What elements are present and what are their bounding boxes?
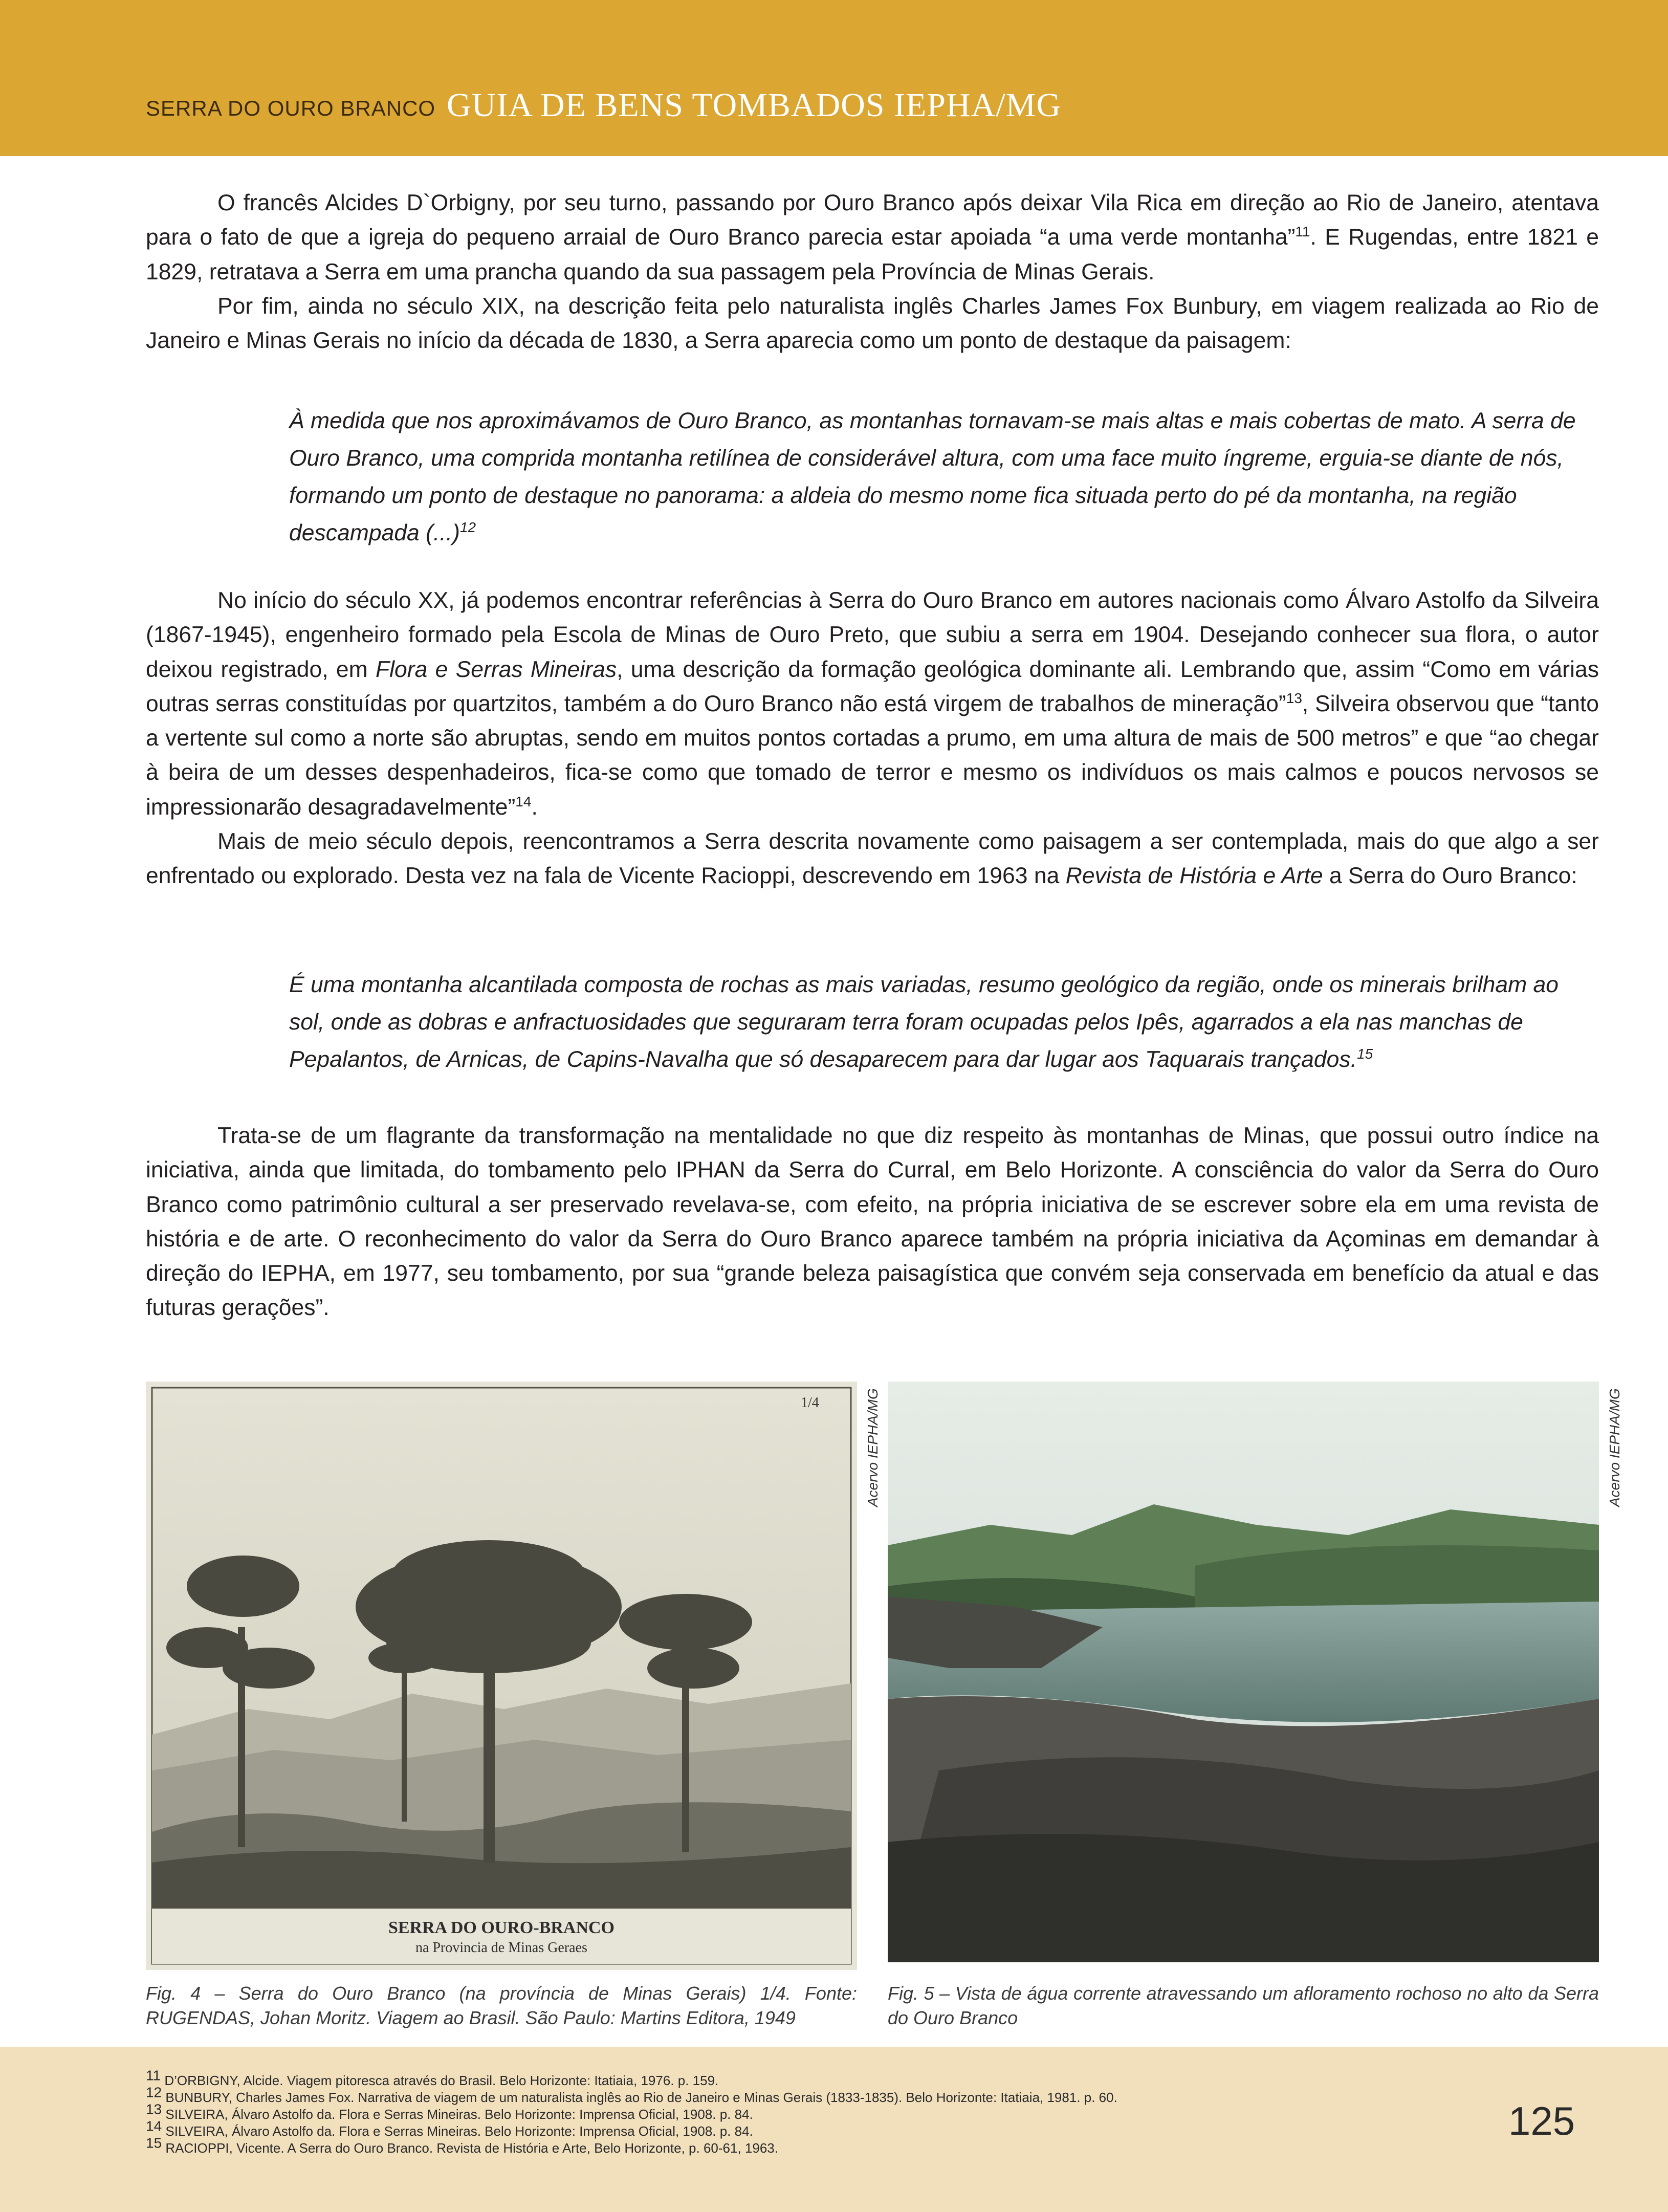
footnote-ref-15: 15 — [1357, 1046, 1373, 1062]
figure-4-credit: Acervo IEPHA/MG — [865, 1388, 881, 1507]
footnotes — [146, 2067, 1425, 2157]
paragraph-silveira: No início do século XX, já podemos encontrar referências à Serra do Ouro Branco em autores nacionais como Álvaro Astolfo da Silveira (1867-1945), engenheiro formado pela Escola de Minas de Ouro Preto, que subiu a serra em 1904. Desejando conhecer sua flora, o autor deixou registrado, em Flora e Serras Mineiras, uma descrição da formação geológica dominante ali. Lembrando que, assim “Como em várias outras serras constituídas por quartzitos, também a do Ouro Branco não está virgem de trabalhos de mineração”$^{13}$, Silveira observou que “tanto a vertente sul como a norte são abruptas, sendo em muitos pontos cortadas a prumo, em uma altura de mais de 500 metros” e que “ao chegar à beira de um desses despenhadeiros, fica-se como que tomado de terror e mesmo os indivíduos os mais calmos e poucos nervosos se impressionarão desagradavelmente”$^{14}$. — [146, 588, 1599, 820]
figure-4-caption: Fig. 4 – Serra do Ouro Branco (na província de Minas Gerais) 1/4. Fonte: RUGENDAS, Johan Moritz. Viagem ao Brasil. São Paulo: Martins Editora, 1949 — [146, 1983, 857, 2028]
paragraph-orbigny: O francês Alcides D`Orbigny, por seu turno, passando por Ouro Branco após deixar Vila Rica em direção ao Rio de Janeiro, atentava para o fato de que a igreja do pequeno arraial de Ouro Branco parecia estar apoiada “a uma verde montanha”$^{11}$. E Rugendas, entre 1821 e 1829, retratava a Serra em uma prancha quando da sua passagem pela Província de Minas Gerais. — [146, 190, 1599, 284]
footnote-ref-12: 12 — [459, 519, 476, 536]
footnote-12: $^{12}$ BUNBURY, Charles James Fox. Narrativa de viagem de um naturalista inglês ao Rio de Janeiro e Minas Gerais (1833-1835). Belo Horizonte: Itatiaia, 1981. p. 60. — [146, 2084, 1117, 2105]
guide-title: GUIA DE BENS TOMBADOS IEPHA/MG — [447, 86, 1062, 124]
paragraph-racioppi: Mais de meio século depois, reencontramos a Serra descrita novamente como paisagem a ser contemplada, mais do que algo a ser enfrentado ou explorado. Desta vez na fala de Vicente Racioppi, descrevendo em 1963 na Revista de História e Arte a Serra do Ouro Branco: — [146, 829, 1599, 889]
footnote-ref-14: 14 — [515, 793, 532, 809]
body-block-3 — [146, 1119, 1599, 1325]
paragraph-bunbury: Por fim, ainda no século XIX, na descrição feita pelo naturalista inglês Charles James Fox Bunbury, em viagem realizada ao Rio de Janeiro e Minas Gerais no início da década de 1830, a Serra aparecia como um ponto de destaque da paisagem: — [146, 293, 1599, 354]
figure-5-photo — [888, 1382, 1599, 1962]
footnote-ref-11: 11 — [1295, 224, 1310, 240]
footnote-15: $^{15}$ RACIOPPI, Vicente. A Serra do Ouro Branco. Revista de História e Arte, Belo Horizonte, p. 60-61, 1963. — [146, 2135, 778, 2156]
plate-subtitle: na Provincia de Minas Geraes — [415, 1940, 587, 1956]
engraving-image — [146, 1382, 857, 1970]
series-title: SERRA DO OURO BRANCO — [146, 96, 436, 120]
figure-4-engraving — [146, 1382, 857, 1970]
blockquote-racioppi: É uma montanha alcantilada composta de rochas as mais variadas, resumo geológico da região, onde os minerais brilham ao sol, onde as dobras e anfractuosidades que seguraram terra foram ocupadas pelos Ipês, agarrados a ela nas manchas de Pepalantos, de Arnicas, de Capins-Navalha que só desaparecem para dar lugar aos Taquarais trançados.$^{15}$ — [289, 972, 1559, 1072]
footnote-ref-13: 13 — [1286, 690, 1302, 707]
footnote-13: $^{13}$ SILVEIRA, Álvaro Astolfo da. Flora e Serras Mineiras. Belo Horizonte: Imprensa Oficial, 1908. p. 84. — [146, 2101, 753, 2122]
page-header — [0, 0, 1668, 156]
page-number: 125 — [1508, 2098, 1575, 2143]
plate-number: 1/4 — [801, 1395, 819, 1411]
paragraph-conclusion: Trata-se de um flagrante da transformação na mentalidade no que diz respeito às montanhas de Minas, que possui outro índice na iniciativa, ainda que limitada, do tombamento pelo IPHAN da Serra do Curral, em Belo Horizonte. A consciência do valor da Serra do Ouro Branco como patrimônio cultural a ser preservado revelava-se, com efeito, na própria iniciativa de se escrever sobre ela em uma revista de história e de arte. O reconhecimento do valor da Serra do Ouro Branco aparece também na própria iniciativa da Açominas em demandar à direção do IEPHA, em 1977, seu tombamento, por sua “grande beleza paisagística que convém seja conservada em benefício da atual e das futuras gerações”. — [146, 1123, 1599, 1321]
figure-5-caption: Fig. 5 – Vista de água corrente atravessando um afloramento rochoso no alto da Serra do Ouro Branco — [888, 1983, 1599, 2028]
landscape-photo — [888, 1382, 1599, 1962]
body-block-1 — [146, 186, 1599, 358]
plate-title: SERRA DO OURO-BRANCO — [388, 1918, 615, 1937]
body-block-2 — [146, 583, 1599, 893]
footnote-14: $^{14}$ SILVEIRA, Álvaro Astolfo da. Flora e Serras Mineiras. Belo Horizonte: Imprensa Oficial, 1908. p. 84. — [146, 2118, 753, 2139]
footnote-11: $^{11}$ D’ORBIGNY, Alcide. Viagem pitoresca através do Brasil. Belo Horizonte: Itatiaia, 1976. p. 159. — [146, 2067, 719, 2088]
figure-5-credit: Acervo IEPHA/MG — [1607, 1388, 1622, 1507]
blockquote-bunbury: À medida que nos aproximávamos de Ouro Branco, as montanhas tornavam-se mais altas e mais cobertas de mato. A serra de Ouro Branco, uma comprida montanha retilínea de considerável altura, com uma face muito íngreme, erguia-se diante de nós, formando um ponto de destaque no panorama: a aldeia do mesmo nome fica situada perto do pé da montanha, na região descampada (...)$^{12}$ — [289, 408, 1576, 545]
